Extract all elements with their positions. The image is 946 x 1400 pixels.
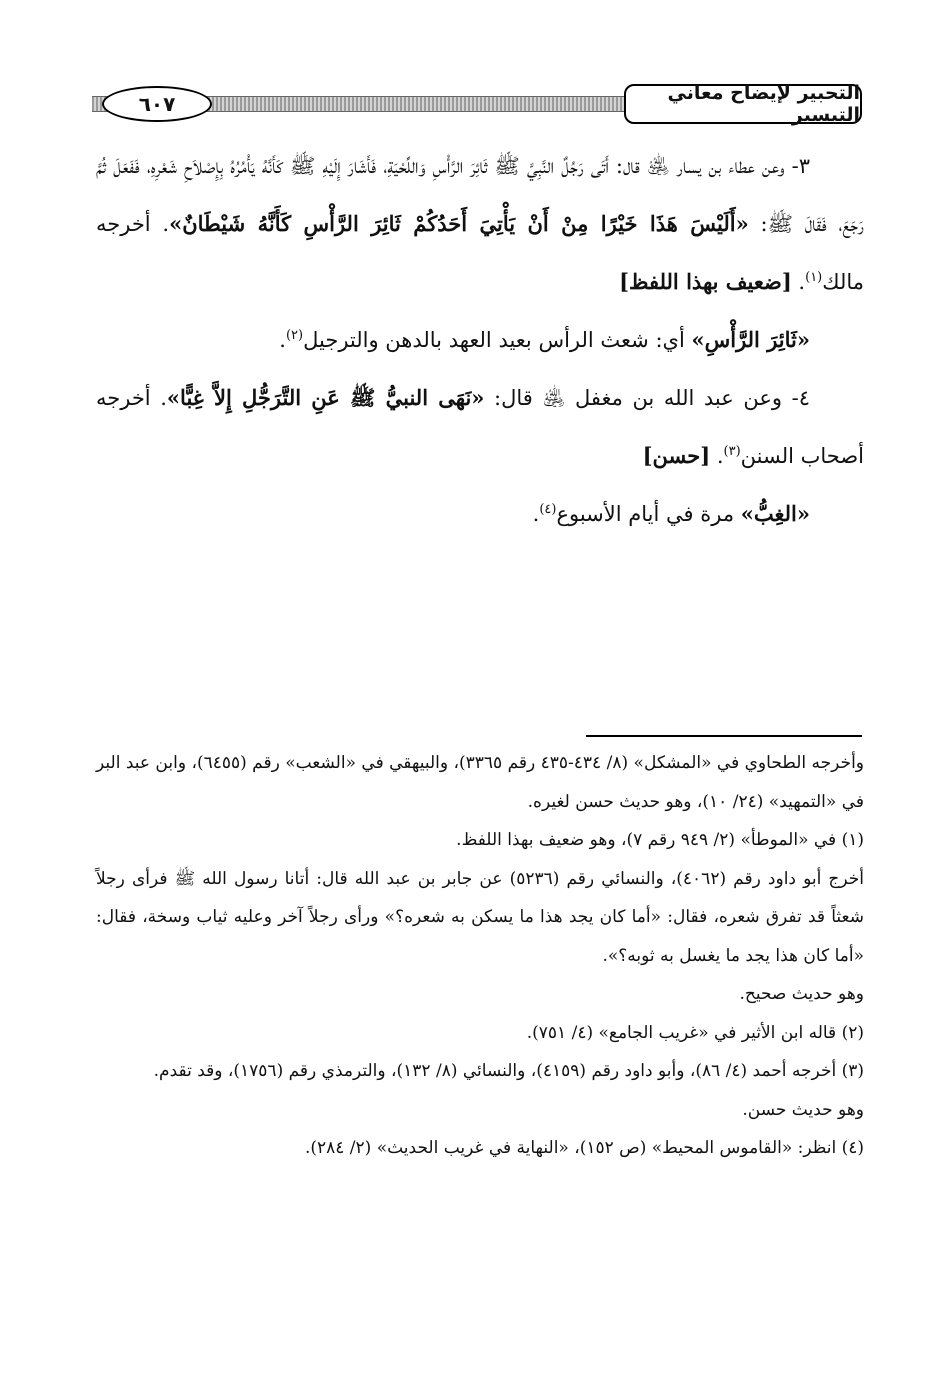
- gloss-3-text: أي: شعث الرأس بعيد العهد بالدهن والترجيل: [303, 328, 692, 352]
- hadith-4: [96, 369, 864, 485]
- footnote-3: (٣) أخرجه أحمد (٤/ ٨٦)، وأبو داود رقم (٤١٥٩)، والنسائي (٨/ ١٣٢)، والترمذي رقم (١٧٥٦)، وقد تقدم.: [153, 1061, 864, 1081]
- footnote-1: (١) في «الموطأ» (٢/ ٩٤٩ رقم ٧)، وهو ضعيف بهذا اللفظ.: [456, 830, 864, 850]
- hadith-3-quote: «أَلَيْسَ هَذَا خَيْرًا مِنْ أَنْ يَأْتِيَ أَحَدُكُمْ ثَائِرَ الرَّأْسِ كَأَنَّهُ شَيْطَانٌ»: [169, 211, 749, 236]
- gloss-3-term: «ثَائِرَ الرَّأْسِ»: [691, 327, 810, 352]
- main-text: [96, 138, 864, 543]
- hadith-4-sep: .: [710, 444, 724, 468]
- footnote-continued: وأخرجه الطحاوي في «المشكل» (٨/ ٤٣٤-٤٣٥ رقم ٣٣٦٥)، والبيهقي في «الشعب» رقم (٦٤٥٥)، وابن عبد البر في «التمهيد» (٢٤/ ١٠)، وهو حديث حسن لغيره.: [96, 753, 865, 812]
- hadith-4-quote: «نَهَى النبيُّ ﷺ عَنِ التَّرَجُّلِ إِلاَّ غِبًّا»: [166, 385, 485, 410]
- footnote-2: (٢) قاله ابن الأثير في «غريب الجامع» (٤/ ٧٥١).: [526, 1022, 864, 1043]
- footnote-ref-4[interactable]: (٤): [539, 502, 557, 517]
- hadith-3-source: . أخرجه مالك: [96, 212, 864, 294]
- footnote-1-addendum: أخرج أبو داود رقم (٤٠٦٢)، والنسائي رقم (٥٢٣٦) عن جابر بن عبد الله قال: أتانا رسول الله ﷺ فرأى رجلاً شعثاً قد تفرق شعره، فقال: «أما كان يجد هذا ما يسكن به شعره؟» ورأى رجلاً آخر وعليه ثياب وسخة، فقال: «أما كان هذا يجد ما يغسل به ثوبه؟».: [96, 868, 864, 966]
- page-header: [92, 80, 862, 132]
- gloss-4: [96, 485, 864, 543]
- gloss-3-end: .: [279, 328, 286, 352]
- footnote-1-grade: وهو حديث صحيح.: [739, 984, 864, 1004]
- hadith-4-text: ٤- وعن عبد الله بن مغفل ﵁ قال:: [484, 386, 811, 410]
- hadith-3: [96, 138, 864, 311]
- hadith-3-grade: [ضعيف بهذا اللفظ]: [619, 269, 792, 294]
- hadith-4-grade: [حسن]: [642, 443, 711, 468]
- footnote-ref-3[interactable]: (٣): [723, 444, 741, 459]
- footnotes: [96, 744, 864, 1168]
- gloss-3: [96, 311, 864, 369]
- gloss-4-text: مرة في أيام الأسبوع: [556, 502, 741, 526]
- footnote-ref-2[interactable]: (٢): [285, 328, 304, 343]
- footnote-4: (٤) انظر: «القاموس المحيط» (ص ١٥٢)، «النهاية في غريب الحديث» (٢/ ٢٨٤).: [304, 1138, 864, 1158]
- hadith-4-source: . أخرجه أصحاب السنن: [96, 386, 864, 468]
- hadith-3-sep: .: [791, 270, 806, 294]
- gloss-4-end: .: [532, 502, 540, 526]
- gloss-4-term: «الغِبُّ»: [740, 501, 810, 526]
- page-number: ٦٠٧: [102, 86, 212, 122]
- footnote-3-grade: وهو حديث حسن.: [742, 1099, 864, 1120]
- hadith-3-text: ٣- وعن عطاء بن يسار ﵁ قال: أَتَى رَجُلٌ النَّبِيَّ ﷺ ثَائِرَ الرَّأْسِ وَاللِّحْيَةِ، فَأَشَارَ إِلَيْهِ ﷺ كَأَنَّهُ يَأْمُرُهُ بِإِصْلاَحِ شَعْرِهِ، فَفَعَلَ ثُمَّ رَجَعَ، فَقَالَ ﷺ:: [96, 154, 864, 236]
- book-title: التحبير لإيضاح معاني التيسير: [624, 84, 862, 124]
- footnote-separator: [586, 735, 862, 737]
- footnote-ref-1[interactable]: (١): [805, 270, 823, 285]
